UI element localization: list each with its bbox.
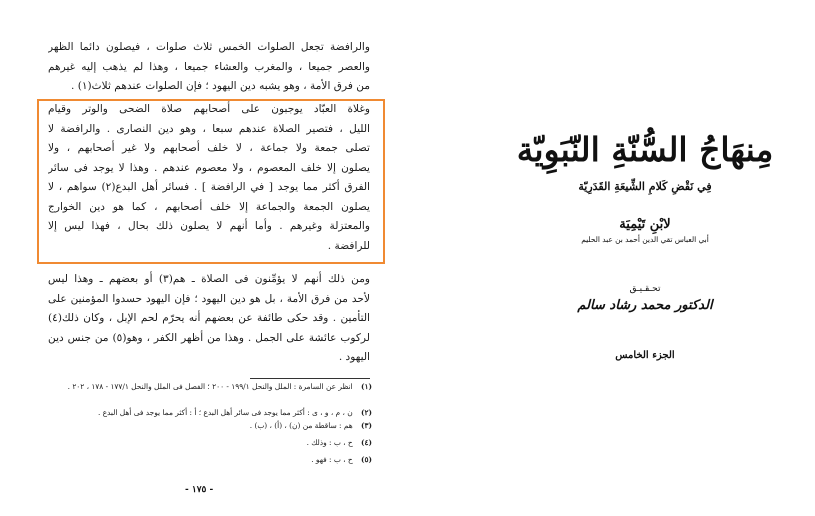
footnote	[60, 437, 372, 448]
author-full-name: أبي العباس تقي الدين أحمد بن عبد الحليم	[581, 235, 709, 244]
author-name: لابْنِ تَيْمِيَة	[619, 217, 671, 232]
paragraph-3	[48, 270, 370, 368]
book-title: مِنهَاجُ السُّنّةِ النّبَوِيّة	[516, 130, 774, 169]
footnote-number: (٥)	[361, 455, 372, 464]
text-line: لأحد من فرق الأمة ، بل هو دين اليهود ؛ فإن اليهود حسدوا المؤمنين على	[48, 292, 370, 305]
footnote	[60, 381, 372, 392]
book-subtitle: فِي نَقْضِ كَلامِ الشِّيعَةِ القَدَرِيّة	[578, 180, 712, 193]
text-line: الليل ، فتصير الصلاة عندهم سبعا ، وهو دين النصارى . والرافضة لا	[48, 122, 370, 135]
footnote	[60, 420, 372, 431]
text-line: وغلاة العبّاد يوجبون على أصحابهم صلاة الضحى والوتر وقيام	[48, 103, 370, 115]
tahqiq-label: تحـقـيـق	[629, 284, 661, 294]
footnote-number: (٣)	[361, 421, 372, 430]
paragraph-2	[48, 100, 370, 256]
text-line: التأمين . وقد حكى طائفة عن بعضهم أنه يحرّم لحم الإبل ، وكان ذلك(٤)	[48, 312, 370, 324]
footnote	[60, 454, 372, 465]
footnote-text: هم : ساقطة من (ن) ، (أ) ، (ب) .	[249, 421, 353, 430]
text-line: اليهود .	[338, 351, 370, 363]
footnote-number: (٤)	[361, 438, 372, 447]
text-line: والعصر جميعا ، والمغرب والعشاء جميعا ، وهذا لم يذهب إليه غيرهم	[48, 60, 370, 73]
text-line: للرافضة .	[327, 239, 370, 252]
text-line: ومن ذلك أنهم لا يؤمِّنون فى الصلاة ـ هم(٣) أو بعضهم ـ وهذا ليس	[48, 273, 370, 285]
text-line: لركوب عائشة على الجمل . وهذا من أظهر الكفر ، وهو(٥) من جنس دين	[48, 331, 370, 344]
footnote-number: (٢)	[361, 408, 372, 417]
footnote-number: (١)	[361, 382, 372, 391]
text-line: من فرق الأمة ، وهو يشبه دين اليهود ؛ فإن الصلوات عندهم ثلاث(١) .	[70, 80, 370, 92]
text-line: والمعتزلة وغيرهم . وأما أنهم لا يصلون ذلك بحال ، فهذا ليس إلا	[48, 220, 370, 232]
text-line: الفرق أكثر مما يوجد [ في الرافضة ] . فسائر أهل البدع(٢) سواهم ، لا	[48, 181, 370, 193]
text-line: تصلى جمعة ولا جماعة ، لا خلف أصحابهم ولا غير أصحابهم ، ولا	[48, 142, 370, 154]
footnote	[60, 407, 372, 418]
footnote-text: ح ، ب : فهو .	[311, 455, 353, 464]
title-page	[400, 0, 815, 516]
text-line: والرافضة تجعل الصلوات الخمس ثلاث صلوات ، فيصلون دائما الظهر	[48, 41, 370, 53]
footnote-text: ح ، ب : وذلك .	[306, 438, 353, 447]
paragraph-1	[48, 38, 370, 97]
editor-name: الدكتور محمد رشاد سالم	[577, 298, 713, 313]
page-number: - ١٧٥ -	[185, 485, 214, 495]
footnote-divider	[250, 378, 370, 379]
right-page	[0, 0, 400, 516]
text-line: يصلون إلا خلف المعصوم ، ولا معصوم عندهم . وهذا لا يوجد فى سائر	[48, 161, 370, 174]
volume-label: الجزء الخامس	[615, 350, 675, 361]
footnote-text: انظر عن السامرة : الملل والنحل ١٩٩/١ - ٢٠٠ ؛ الفصل فى الملل والنحل ١٧٧/١ - ١٧٨ ، ٢٠٢ .	[67, 382, 353, 391]
text-line: يصلون الجمعة والجماعة إلا خلف أصحابهم ، كما هو دين الخوارج	[48, 200, 370, 213]
footnote-text: ن ، م ، و ، ى : أكثر مما يوجد فى سائر أهل البدع ؛ أ : أكثر مما يوجد فى أهل البدع .	[97, 408, 353, 417]
